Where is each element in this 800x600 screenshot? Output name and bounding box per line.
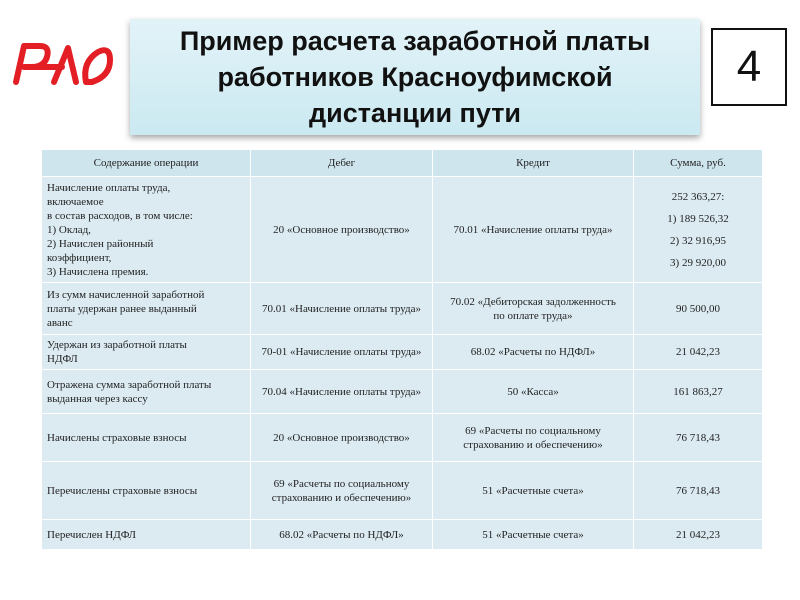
operations-table — [41, 149, 763, 550]
debit-cell: 20 «Основное производство» — [251, 414, 433, 462]
table-row — [42, 283, 763, 335]
table-header-row — [42, 150, 763, 177]
amount-cell: 252 363,27: 1) 189 526,32 2) 32 916,95 3) 29 920,00 — [634, 177, 763, 283]
amount-cell: 21 042,23 — [634, 335, 763, 370]
amount-cell: 161 863,27 — [634, 370, 763, 414]
operation-cell: Перечислены страховые взносы — [42, 462, 251, 520]
header-debit: Дебег — [251, 150, 433, 177]
credit-cell: 51 «Расчетные счета» — [433, 462, 634, 520]
credit-cell: 69 «Расчеты по социальному страхованию и обеспечению» — [433, 414, 634, 462]
page-title — [180, 23, 650, 131]
title-line: работников Красноуфимской — [217, 62, 613, 92]
slide-number: 4 — [711, 28, 787, 106]
table-row — [42, 462, 763, 520]
debit-cell: 70-01 «Начисление оплаты труда» — [251, 335, 433, 370]
debit-cell: 70.04 «Начисление оплаты труда» — [251, 370, 433, 414]
title-line: дистанции пути — [308, 98, 522, 128]
debit-cell: 70.01 «Начисление оплаты труда» — [251, 283, 433, 335]
header-operation: Содержание операции — [42, 150, 251, 177]
table-row — [42, 370, 763, 414]
table-row — [42, 177, 763, 283]
header-amount: Сумма, руб. — [634, 150, 763, 177]
title-banner — [130, 19, 700, 135]
table-row — [42, 335, 763, 370]
operation-cell: Удержан из заработной платы НДФЛ — [42, 335, 251, 370]
table-row — [42, 414, 763, 462]
credit-cell: 51 «Расчетные счета» — [433, 520, 634, 550]
header-credit: Кредит — [433, 150, 634, 177]
credit-cell: 70.01 «Начисление оплаты труда» — [433, 177, 634, 283]
credit-cell: 68.02 «Расчеты по НДФЛ» — [433, 335, 634, 370]
credit-cell: 70.02 «Дебиторская задолженность по оплате труда» — [433, 283, 634, 335]
amount-cell: 90 500,00 — [634, 283, 763, 335]
amount-cell: 21 042,23 — [634, 520, 763, 550]
debit-cell: 20 «Основное производство» — [251, 177, 433, 283]
table-row — [42, 520, 763, 550]
operation-cell: Из сумм начисленной заработной платы удержан ранее выданный аванс — [42, 283, 251, 335]
rzd-logo — [10, 36, 118, 90]
operation-cell: Начислены страховые взносы — [42, 414, 251, 462]
title-line: Пример расчета заработной платы — [179, 26, 651, 56]
operation-cell: Перечислен НДФЛ — [42, 520, 251, 550]
operation-cell: Отражена сумма заработной платы выданная через кассу — [42, 370, 251, 414]
amount-cell: 76 718,43 — [634, 462, 763, 520]
operation-cell: Начисление оплаты труда, включаемое в состав расходов, в том числе: 1) Оклад, 2) Начислен районный коэффициент, 3) Начислена премия. — [42, 177, 251, 283]
debit-cell: 69 «Расчеты по социальному страхованию и обеспечению» — [251, 462, 433, 520]
debit-cell: 68.02 «Расчеты по НДФЛ» — [251, 520, 433, 550]
amount-cell: 76 718,43 — [634, 414, 763, 462]
credit-cell: 50 «Касса» — [433, 370, 634, 414]
